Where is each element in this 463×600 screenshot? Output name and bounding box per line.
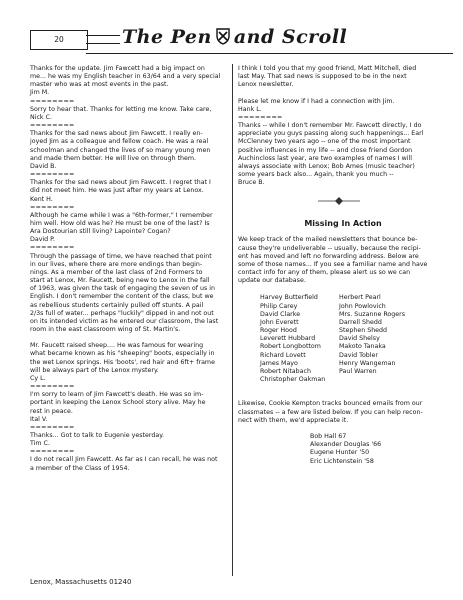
text-line: what became known as his "sheeping" boots, especially in — [30, 350, 215, 358]
text-line: Jim M. — [30, 89, 50, 97]
text-line: room in the east classroom wing of St. Martin's. — [30, 326, 181, 333]
missing-name: John Everett — [260, 318, 299, 326]
text-line: of 1963, was given the task of engaging the seven of us in — [30, 285, 216, 293]
text-line: David B. — [30, 162, 57, 170]
missing-name: Robert Nitabach — [260, 367, 311, 375]
text-line: appreciate you guys passing along such happenings... Earl — [238, 130, 424, 138]
missing-name: Herbert Pearl — [339, 294, 381, 302]
email-name: Bob Hall 67 — [310, 433, 347, 441]
text-line: 2/3s full of water... perhaps "luckily" dipped in and not out — [30, 309, 214, 317]
missing-intro — [238, 236, 448, 285]
text-line: classmates -- a few are listed below. If you can help recon- — [238, 408, 423, 416]
crest-icon — [216, 28, 230, 45]
missing-name: Roger Hood — [260, 327, 297, 335]
text-line: master who was at most events in the past. — [30, 81, 169, 89]
text-line: Lenox newsletter. — [238, 81, 294, 89]
masthead-header — [30, 28, 453, 54]
title-right: and Scroll — [233, 26, 348, 48]
text-line: always associate with Lenox; Bob Ames (music teacher) — [238, 162, 415, 170]
missing-name: Christopher Oakman — [260, 375, 326, 383]
header-rule — [86, 35, 120, 36]
text-line: positive influences in my life -- and close friend Gordon — [238, 146, 413, 154]
text-line: as rebellious students certainly pulled off stunts. A pail — [30, 301, 204, 309]
letter-separator: ======== — [30, 244, 75, 252]
letter-separator: ======== — [30, 203, 75, 211]
letter-separator: ======== — [30, 171, 75, 179]
missing-name: Mrs. Suzanne Rogers — [339, 310, 406, 318]
text-line: Thanks for the update. Jim Fawcett had a big impact on — [30, 65, 205, 72]
missing-name: Leverett Hubbard — [260, 335, 316, 343]
missing-name: Paul Warren — [339, 367, 377, 375]
text-line: will be always part of the Lenox mystery. — [30, 366, 159, 374]
page-number: 20 — [30, 30, 88, 50]
missing-name: James Mayo — [260, 359, 298, 367]
email-name: Alexander Douglas '66 — [310, 441, 382, 449]
text-line: Likewise, Cookie Kempton tracks bounced emails from our — [238, 400, 423, 408]
letter-separator: ======== — [30, 97, 75, 105]
text-line: on its intended victim as he entered our classroom, the last — [30, 317, 219, 325]
letter-separator: ======== — [238, 113, 283, 121]
text-line: joyed Jim as a colleague and fellow coach. He was a real — [30, 138, 209, 146]
text-line: ent has moved and left no forwarding address. Below are — [238, 252, 419, 260]
text-line: the wet Lenox springs. His 'boots', red hair and 6ft+ frame — [30, 358, 215, 366]
missing-name: David Shelsy — [339, 335, 380, 343]
missing-in-action-title: Missing In Action — [304, 219, 382, 229]
paragraph-gap — [238, 89, 448, 97]
missing-name: John Powlovich — [339, 302, 386, 310]
text-line: portant in keeping the Lenox School story alive. May he — [30, 399, 206, 407]
text-line: Ital V. — [30, 415, 48, 423]
text-line: a member of the Class of 1954. — [30, 464, 130, 472]
names-column-2 — [339, 294, 405, 384]
newsletter-title — [122, 24, 458, 50]
text-line: Although he came while I was a "6th-former," I remember — [30, 211, 213, 219]
text-line: Thanks for the sad news about Jim Fawcett. I regret that I — [30, 179, 211, 187]
text-line: English. I don't remember the content of the class, but we — [30, 293, 214, 301]
text-line: Thanks... Got to talk to Eugenie yesterday. — [30, 432, 165, 440]
missing-name: Robert Longbottom — [260, 343, 321, 351]
text-line: Thanks for the sad news about Jim Fawcett. I really en- — [30, 130, 203, 138]
text-line: start at Lenox, Mr. Faucett, being new to Lenox in the fall — [30, 277, 210, 285]
text-line: me... he was my English teacher in 63/64 and a very special — [30, 73, 221, 81]
text-line: him well. How old was he? He must be one of the last? Is — [30, 219, 210, 227]
text-line: Hank L. — [238, 105, 262, 113]
text-line: Bruce B. — [238, 179, 265, 187]
text-line: Ara Dostourian still living? Lapointe? Cogan? — [30, 228, 171, 236]
text-line: Mr. Faucett raised sheep.... He was famous for wearing — [30, 342, 204, 350]
missing-name: David Clarke — [260, 310, 301, 318]
email-name: Eugene Hunter '50 — [310, 449, 370, 457]
text-line: Sorry to hear that. Thanks for letting me know. Take care, — [30, 105, 212, 113]
header-rule — [86, 43, 120, 44]
letter-separator: ======== — [30, 423, 75, 431]
text-line: rest in peace. — [30, 407, 73, 415]
text-line: update our database. — [238, 277, 306, 285]
text-line: I do not recall Jim Fawcett. As far as I can recall, he was not — [30, 456, 218, 464]
text-line: I think I told you that my good friend, Matt Mitchell, died — [238, 65, 417, 72]
missing-name: Harvey Butterfield — [260, 294, 318, 302]
text-line: did not meet him. He was just after my years at Lenox. — [30, 187, 204, 195]
text-line: and made them better. He will live on through them. — [30, 154, 197, 162]
email-name: Eric Lichtenstein '58 — [310, 457, 374, 465]
text-line: schoolman and changed the lives of so many young men — [30, 146, 211, 154]
text-line: some years back also... Again, thank you much -- — [238, 171, 394, 179]
letter-separator: ======== — [30, 383, 75, 391]
text-line: Cy L. — [30, 374, 46, 382]
right-column — [238, 65, 448, 466]
footer-location: Lenox, Massachusetts 01240 — [30, 578, 132, 586]
text-line: Thanks -- while I don't remember Mr. Fawcett directly, I do — [238, 122, 422, 130]
missing-name: Darrell Shedd — [339, 318, 382, 326]
text-line: nect with them, we'd appreciate it. — [238, 416, 349, 424]
missing-name: Makoto Tanaka — [339, 343, 386, 351]
left-column — [30, 65, 230, 473]
text-line: McClenney two years ago -- one of the most important — [238, 138, 411, 146]
title-left: The Pen — [122, 26, 212, 48]
text-line: cause they're undeliverable -- usually, because the recipi- — [238, 244, 421, 252]
missing-name: David Tobler — [339, 351, 379, 359]
text-line: Through the passage of time, we have reached that point — [30, 252, 212, 260]
text-line: in our lives, where there are more endings than begin- — [30, 260, 203, 268]
text-line: Tim C. — [30, 440, 50, 448]
text-line: Kent H. — [30, 195, 53, 203]
column-divider — [232, 64, 233, 576]
text-line: We keep track of the mailed newsletters that bounce be- — [238, 236, 418, 244]
text-line: contact info for any of them, please alert us so we can — [238, 269, 411, 277]
missing-names — [238, 294, 448, 384]
text-line: Auchincloss last year, are two examples of names I will — [238, 154, 413, 162]
missing-name: Philip Carey — [260, 302, 298, 310]
letter-separator: ======== — [30, 122, 75, 130]
text-line: Please let me know if I had a connection with Jim. — [238, 97, 395, 105]
paragraph-gap — [30, 334, 230, 342]
ornament-divider-icon — [316, 196, 362, 206]
right-letters — [238, 65, 448, 187]
missing-name: Richard Lovett — [260, 351, 306, 359]
text-line: nings. As a member of the last class of 2nd Formers to — [30, 268, 203, 276]
missing-name: Henry Wangeman — [339, 359, 396, 367]
text-line: David P. — [30, 236, 55, 244]
letter-separator: ======== — [30, 448, 75, 456]
text-line: last May. That sad news is supposed to be in the next — [238, 73, 407, 81]
missing-outro — [238, 400, 448, 424]
text-line: Nick C. — [30, 113, 52, 121]
missing-name: Stephen Shedd — [339, 327, 388, 335]
header-underline — [86, 53, 453, 54]
names-column-1 — [260, 294, 339, 384]
text-line: some of those names... If you see a familiar name and have — [238, 260, 428, 268]
text-line: I'm sorry to learn of Jim Fawcett's death. He was so im- — [30, 391, 204, 399]
bounced-email-list — [238, 433, 448, 466]
